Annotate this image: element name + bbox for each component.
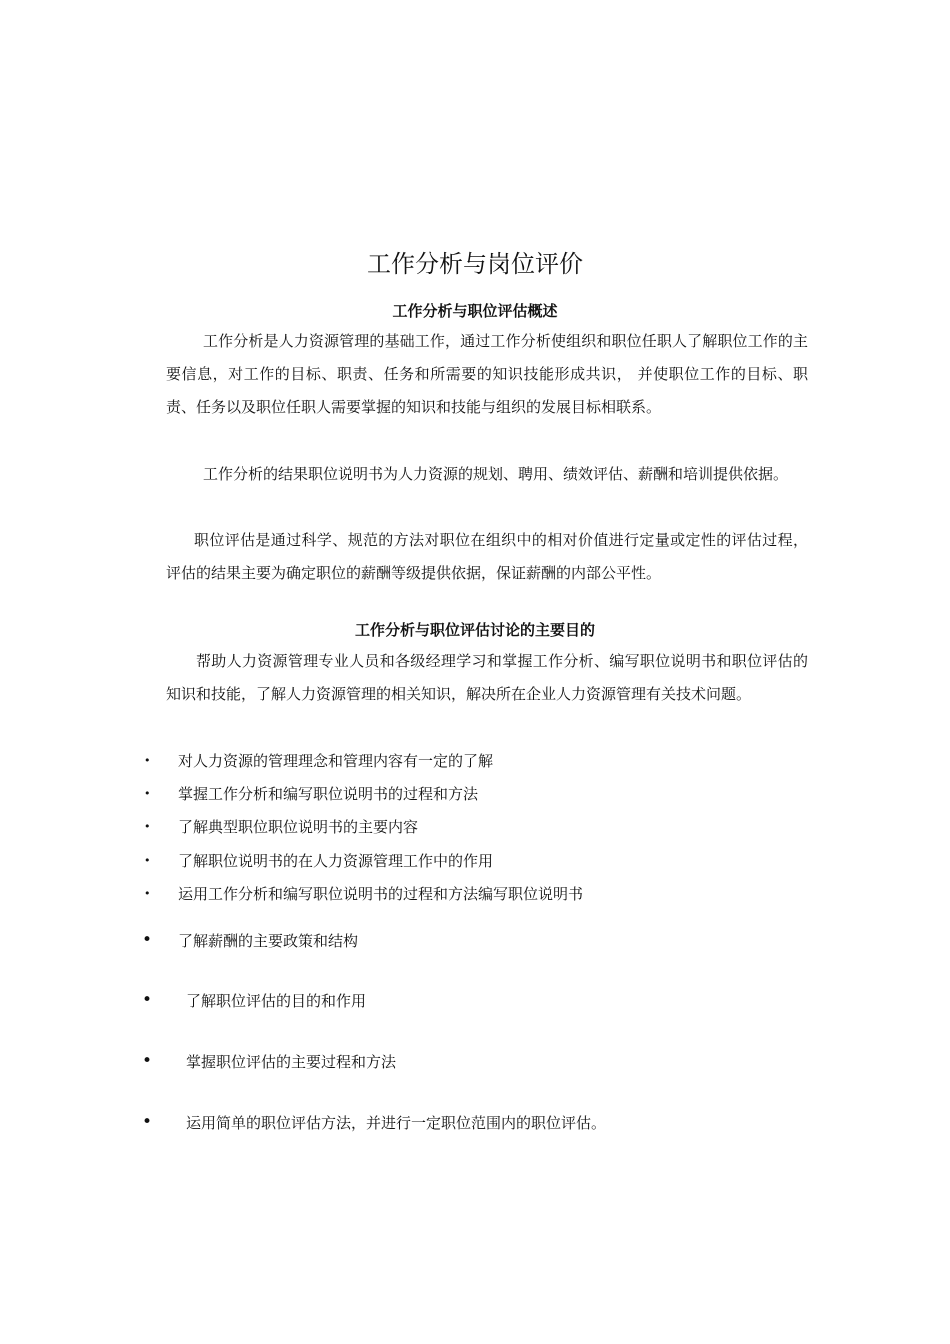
list-item-text: 了解薪酬的主要政策和结构 xyxy=(178,932,359,950)
list-item xyxy=(0,746,950,776)
bullet-icon: • xyxy=(144,754,151,767)
list-item-text: 了解职位评估的目的和作用 xyxy=(186,992,367,1010)
paragraph-job-evaluation: 职位评估是通过科学、规范的方法对职位在组织中的相对价值进行定量或定性的评估过程，评估的结果主要为确定职位的薪酬等级提供依据，保证薪酬的内部公平性。 xyxy=(166,531,808,582)
document-title: 工作分析与岗位评价 xyxy=(367,250,583,278)
list-item-text: 了解典型职位职位说明书的主要内容 xyxy=(178,818,419,836)
list-item-text: 了解职位说明书的在人力资源管理工作中的作用 xyxy=(178,852,494,870)
bullet-icon: • xyxy=(142,1112,153,1132)
section-heading-objectives: 工作分析与职位评估讨论的主要目的 xyxy=(354,621,595,639)
list-item xyxy=(0,926,950,956)
bullet-icon: • xyxy=(144,787,151,800)
list-item-text: 掌握职位评估的主要过程和方法 xyxy=(186,1053,397,1071)
bullet-icon: • xyxy=(142,930,153,950)
bullet-icon: • xyxy=(144,820,151,833)
list-item xyxy=(0,986,950,1016)
list-item xyxy=(0,779,950,809)
list-item xyxy=(0,1108,950,1138)
list-item-text: 掌握工作分析和编写职位说明书的过程和方法 xyxy=(178,785,479,803)
paragraph-objectives-intro: 帮助人力资源管理专业人员和各级经理学习和掌握工作分析、编写职位说明书和职位评估的知识和技能，了解人力资源管理的相关知识，解决所在企业人力资源管理有关技术问题。 xyxy=(166,652,808,703)
list-item-text: 运用简单的职位评估方法，并进行一定职位范围内的职位评估。 xyxy=(186,1114,607,1132)
bullet-icon: • xyxy=(144,887,151,900)
section-heading-overview: 工作分析与职位评估概述 xyxy=(392,302,558,320)
list-item-text: 运用工作分析和编写职位说明书的过程和方法编写职位说明书 xyxy=(178,885,584,903)
bullet-icon: • xyxy=(144,854,151,867)
list-item xyxy=(0,846,950,876)
list-item xyxy=(0,879,950,909)
paragraph-job-analysis: 工作分析是人力资源管理的基础工作，通过工作分析使组织和职位任职人了解职位工作的主要信息，对工作的目标、职责、任务和所需要的知识技能形成共识， 并使职位工作的目标、职责、任务以及职位任职人需要掌握的知识和技能与组织的发展目标相联系。 xyxy=(166,332,808,416)
list-item xyxy=(0,812,950,842)
paragraph-job-description: 工作分析的结果职位说明书为人力资源的规划、聘用、绩效评估、薪酬和培训提供依据。 xyxy=(203,465,789,483)
bullet-icon: • xyxy=(142,990,153,1010)
bullet-icon: • xyxy=(142,1051,153,1071)
list-item xyxy=(0,1047,950,1077)
list-item-text: 对人力资源的管理理念和管理内容有一定的了解 xyxy=(178,752,494,770)
